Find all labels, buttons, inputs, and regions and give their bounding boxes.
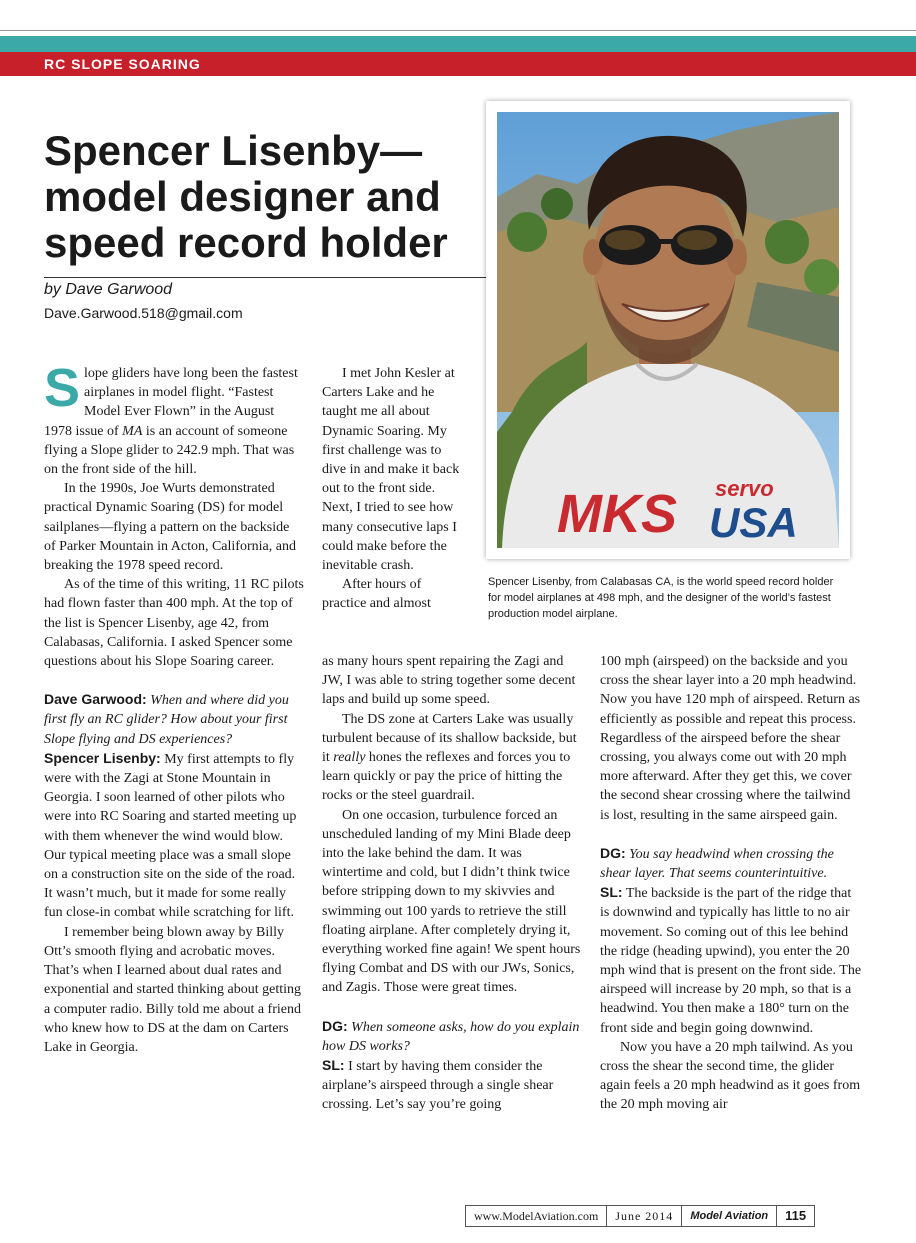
headline-line-3: speed record holder xyxy=(44,219,448,266)
speaker-spencer: Spencer Lisenby: xyxy=(44,749,161,766)
answer-3 xyxy=(600,883,862,1038)
answer-2 xyxy=(322,1056,584,1115)
shirt-mks-text: MKS xyxy=(557,484,677,544)
answer-3-text: The backside is the part of the ridge that is downwind and typically has little to no air movement. So coming out of this lee behind the ridge (heading upwind), you enter the 20 mph wind that is present on the front side. The airspeed will increase by 20 mph, so that is a headwind. You then make a 180° turn on the front side and begin going downwind. xyxy=(600,886,862,1036)
col2-paragraph-1: I met John Kesler at Carters Lake and he taught me all about Dynamic Soaring. My first challenge was to dive in and make it back out to the front side. Next, I tried to see how many consecutive laps I could make before the inevitable crash. xyxy=(322,366,460,574)
question-3 xyxy=(600,844,862,883)
speaker-dg: DG: xyxy=(322,1017,348,1034)
question-2-text: When someone asks, how do you explain how DS works? xyxy=(322,1019,580,1054)
intro-magazine-abbr: MA xyxy=(122,423,143,439)
right-lens-glare xyxy=(677,230,717,250)
drop-cap: S xyxy=(44,358,81,418)
author-email[interactable]: Dave.Garwood.518@gmail.com xyxy=(44,305,243,321)
byline: by Dave Garwood xyxy=(44,281,173,298)
col2-p3-text-b: hones the reflexes and forces you to learn quickly or pay the price of hitting the rocks or the steel guardrail. xyxy=(322,750,571,804)
paragraph-4: I remember being blown away by Billy Ott’s smooth flying and acrobatic moves. That’s when I learned about dual rates and exponential and started thinking about getting a computer radio. Billy told me about a friend who knew how to DS at the dam on Carters Lake in Georgia. xyxy=(44,924,301,1055)
article-headline xyxy=(44,128,484,266)
intro-text-a: lope gliders have long been the fastest airplanes in model flight. “Fastest Model Ever Flown” in the August 1978 issue of xyxy=(44,366,298,439)
col2-paragraph-2-start: After hours of practice and almost xyxy=(322,577,431,612)
answer-1-text: My first attempts to fly were with the Zagi at Stone Mountain in Georgia. I soon learned of other pilots who were into RC Soaring and started meeting up with them whenever the wind would blow. Our typical meeting place was a small slope on a construction site on the side of the road. It wasn’t much, but it made for some really fun close-in combat while scratching for lift. xyxy=(44,751,297,921)
col2-paragraph-3 xyxy=(322,710,584,806)
portrait-photo xyxy=(486,101,850,559)
answer-2-text: I start by having them consider the airplane’s airspeed through a single shear crossing. Let’s say you’re going xyxy=(322,1059,554,1113)
speaker-sl: SL: xyxy=(600,884,623,901)
col2-paragraph-4: On one occasion, turbulence forced an unscheduled landing of my Mini Blade deep into the lake behind the dam. It was wintertime and cold, but I didn’t think twice before stripping down to my skivvies and swimming out 100 yards to retrieve the still floating airplane. After completely drying it, everything worked fine again! We spent hours flying Combat and DS with our JWs, Sonics, and Zagis. Those were great times. xyxy=(322,807,581,996)
col3-paragraph-1: 100 mph (airspeed) on the backside and you cross the shear layer into a 20 mph headwind. Now you have 120 mph of airspeed. Return as efficiently as possible and repeat this process. Regardless of the airspeed before the shear crossing, you always come out with 20 mph more afterward. After they get this, we cover the second shear crossing where the tailwind is lost, resulting in the same airspeed gain. xyxy=(600,654,861,823)
left-lens-glare xyxy=(605,230,645,250)
footer-issue-date: June 2014 xyxy=(607,1206,682,1226)
photo-caption: Spencer Lisenby, from Calabasas CA, is the world speed record holder for model airplanes at 498 mph, and the designer of the world’s fastest production model airplane. xyxy=(488,576,834,620)
question-2 xyxy=(322,1017,584,1056)
answer-1 xyxy=(44,749,304,923)
section-label: RC SLOPE SOARING xyxy=(44,56,201,72)
headline-rule xyxy=(44,277,486,278)
column-1 xyxy=(44,358,304,1057)
col2-paragraph-2-end: as many hours spent repairing the Zagi and JW, I was able to string together some decent laps and build up some speed. xyxy=(322,654,576,708)
paragraph-3: As of the time of this writing, 11 RC pilots had flown faster than 400 mph. At the top of the list is Spencer Lisenby, age 42, from Calabasas, California. I asked Spencer some questions about his Slope Soaring career. xyxy=(44,577,304,670)
col2-p3-text-a: The DS zone at Carters Lake was usually turbulent because of its shallow backside, but it xyxy=(322,711,577,766)
footer-page-number: 115 xyxy=(785,1208,807,1223)
intro-text-b: is an account of someone flying a Slope glider to 242.9 mph. That was on the front side of the hill. xyxy=(44,423,295,478)
header-teal-band xyxy=(0,36,916,52)
tree-3 xyxy=(765,220,809,264)
footer-url[interactable]: www.ModelAviation.com xyxy=(466,1206,607,1226)
col3-paragraph-2: Now you have a 20 mph tailwind. As you cross the shear the second time, the glider again feels a 20 mph headwind as it goes from the 20 mph moving air xyxy=(600,1039,861,1113)
column-3 xyxy=(600,652,862,1115)
headline-line-2: model designer and xyxy=(44,173,441,220)
speaker-sl: SL: xyxy=(322,1057,345,1074)
headline-line-1: Spencer Lisenby— xyxy=(44,127,423,174)
page-footer xyxy=(465,1205,815,1227)
tree-4 xyxy=(804,259,839,295)
tree-2 xyxy=(507,212,547,252)
question-1-text: When and where did you first fly an RC glider? How about your first Slope flying and DS experiences? xyxy=(44,693,289,747)
speaker-dave: Dave Garwood: xyxy=(44,691,147,708)
footer-magazine-name: Model Aviation xyxy=(682,1206,777,1226)
tree-1 xyxy=(541,188,573,220)
shirt-servo-text: servo xyxy=(715,476,774,501)
question-1 xyxy=(44,690,304,749)
column-2-bottom xyxy=(322,652,584,1115)
paragraph-2: In the 1990s, Joe Wurts demonstrated practical Dynamic Soaring (DS) for model sailplanes—flying a pattern on the backside of Parker Mountain in Acton, California, and breaking the 1978 speed record. xyxy=(44,481,296,574)
speaker-dg: DG: xyxy=(600,844,626,861)
col2-p3-emphasis: really xyxy=(333,750,366,766)
portrait-illustration xyxy=(497,112,839,548)
question-3-text: You say headwind when crossing the shear layer. That seems counterintuitive. xyxy=(600,846,834,882)
glasses-bridge xyxy=(657,239,673,244)
shirt-usa-text: USA xyxy=(709,499,798,546)
paragraph-intro xyxy=(44,358,304,479)
column-2-top xyxy=(322,364,462,614)
top-rule xyxy=(0,30,916,31)
